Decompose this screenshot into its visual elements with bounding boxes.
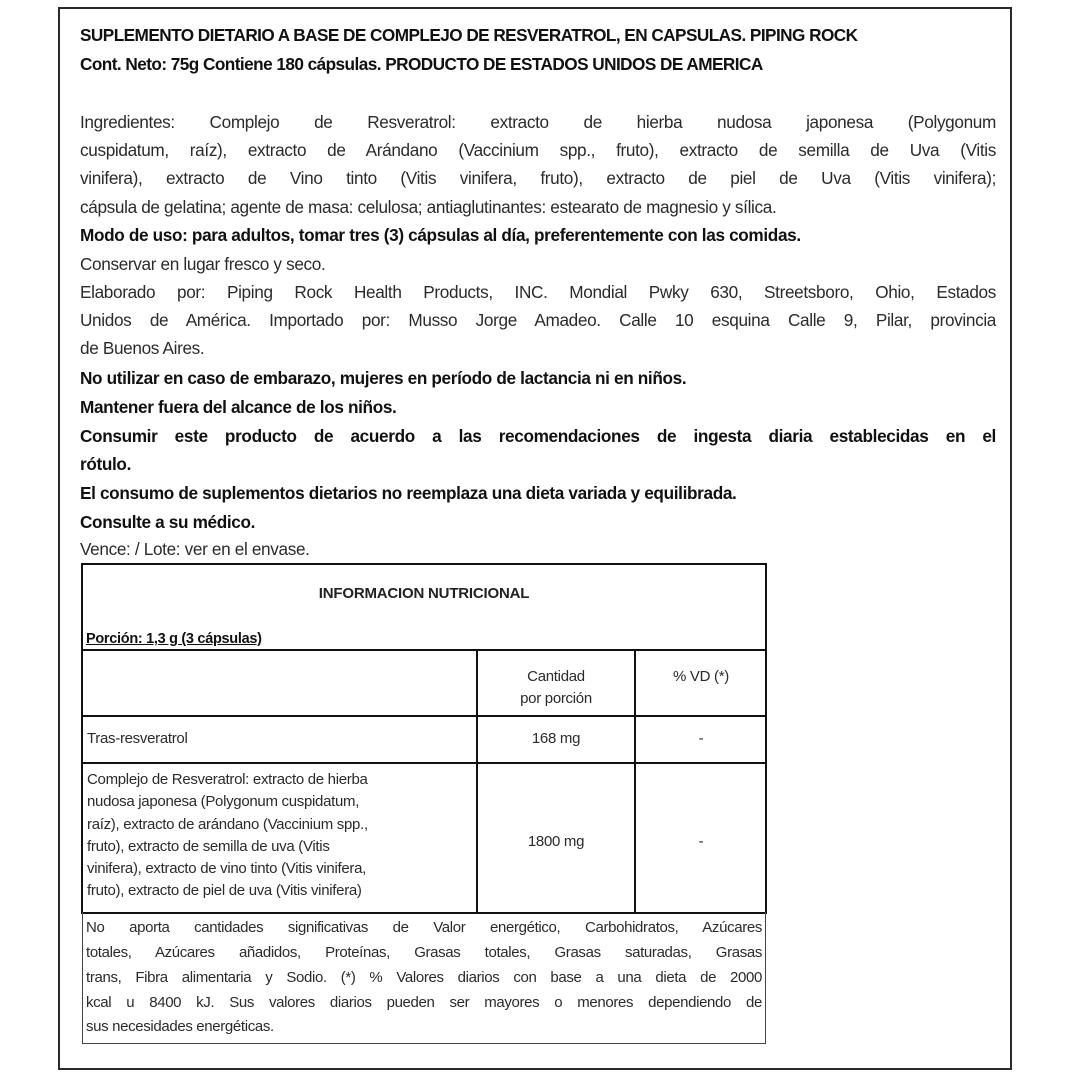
- nutrient-name-line: nudosa japonesa (Polygonum cuspidatum,: [87, 793, 360, 811]
- footnote-line: trans, Fibra alimentaria y Sodio. (*) % Valores diarios con base a una dieta de 2000: [86, 969, 762, 986]
- usage-instructions: Modo de uso: para adultos, tomar tres (3) cápsulas al día, preferentemente con las comidas.: [80, 225, 801, 245]
- ingredients-line: cuspidatum, raíz), extracto de Arándano (Vaccinium spp., fruto), extracto de semilla de Uva (Vitis: [80, 140, 996, 160]
- row-divider: [83, 715, 765, 717]
- nutrient-name-line: vinifera), extracto de vino tinto (Vitis vinifera,: [87, 860, 367, 878]
- column-header-amount-line: por porción: [520, 690, 592, 707]
- warning-intake-cont: rótulo.: [80, 454, 132, 474]
- storage-instructions: Conservar en lugar fresco y seco.: [80, 254, 326, 274]
- nutrient-amount: 1800 mg: [527, 833, 585, 850]
- net-content: Cont. Neto: 75g Contiene 180 cápsulas. PRODUCTO DE ESTADOS UNIDOS DE AMERICA: [80, 54, 763, 74]
- warning-doctor: Consulte a su médico.: [80, 512, 256, 532]
- manufacturer-line: de Buenos Aires.: [80, 338, 205, 358]
- column-divider: [634, 649, 636, 912]
- warning-children: Mantener fuera del alcance de los niños.: [80, 397, 397, 417]
- footnote-line: totales, Azúcares añadidos, Proteínas, Grasas totales, Grasas saturadas, Grasas: [86, 944, 762, 961]
- footnote-line: sus necesidades energéticas.: [86, 1018, 274, 1035]
- nutrient-name: Tras-resveratrol: [87, 730, 188, 747]
- ingredients-line: Ingredientes: Complejo de Resveratrol: extracto de hierba nudosa japonesa (Polygonum: [80, 112, 996, 132]
- ingredients-line: cápsula de gelatina; agente de masa: celulosa; antiaglutinantes: estearato de magnesio y sílica.: [80, 197, 777, 217]
- warning-intake: Consumir este producto de acuerdo a las recomendaciones de ingesta diaria establecidas en el: [80, 426, 996, 446]
- ingredients-line: vinifera), extracto de Vino tinto (Vitis vinifera, fruto), extracto de piel de Uva (Vitis vinifera);: [80, 168, 996, 188]
- expiry-lot: Vence: / Lote: ver en el envase.: [80, 539, 310, 559]
- column-header-dv: % VD (*): [673, 668, 729, 685]
- nutrient-dv: -: [698, 730, 704, 747]
- nutrient-name: [87, 769, 368, 903]
- nutrition-table: [81, 563, 767, 914]
- nutrient-name-line: fruto), extracto de semilla de uva (Vitis: [87, 837, 330, 855]
- nutrient-dv: -: [698, 833, 704, 850]
- column-header-amount: [478, 666, 634, 710]
- nutrient-name-line: fruto), extracto de piel de uva (Vitis vinifera): [87, 882, 362, 900]
- nutrition-footnote: [82, 912, 766, 1044]
- portion-size: Porción: 1,3 g (3 cápsulas): [86, 631, 262, 647]
- nutrient-name-line: raíz), extracto de arándano (Vaccinium spp.,: [87, 815, 368, 833]
- footnote-line: kcal u 8400 kJ. Sus valores diarios pueden ser mayores o menores dependiendo de: [86, 994, 762, 1011]
- warning-pregnancy: No utilizar en caso de embarazo, mujeres en período de lactancia ni en niños.: [80, 368, 687, 388]
- column-header-amount-line: Cantidad: [527, 668, 585, 685]
- manufacturer-line: Unidos de América. Importado por: Musso Jorge Amadeo. Calle 10 esquina Calle 9, Pilar, provincia: [80, 310, 996, 330]
- row-divider: [83, 762, 765, 764]
- footnote-line: No aporta cantidades significativas de Valor energético, Carbohidratos, Azúcares: [86, 919, 762, 936]
- warning-diet: El consumo de suplementos dietarios no reemplaza una dieta variada y equilibrada.: [80, 483, 737, 503]
- nutrient-name-line: Complejo de Resveratrol: extracto de hierba: [87, 771, 368, 788]
- nutrition-title: INFORMACION NUTRICIONAL: [318, 585, 530, 602]
- product-title: SUPLEMENTO DIETARIO A BASE DE COMPLEJO DE RESVERATROL, EN CAPSULAS. PIPING ROCK: [80, 25, 858, 45]
- manufacturer-line: Elaborado por: Piping Rock Health Products, INC. Mondial Pwky 630, Streetsboro, Ohio, Estados: [80, 282, 996, 302]
- row-divider: [83, 649, 765, 651]
- nutrient-amount: 168 mg: [531, 730, 581, 747]
